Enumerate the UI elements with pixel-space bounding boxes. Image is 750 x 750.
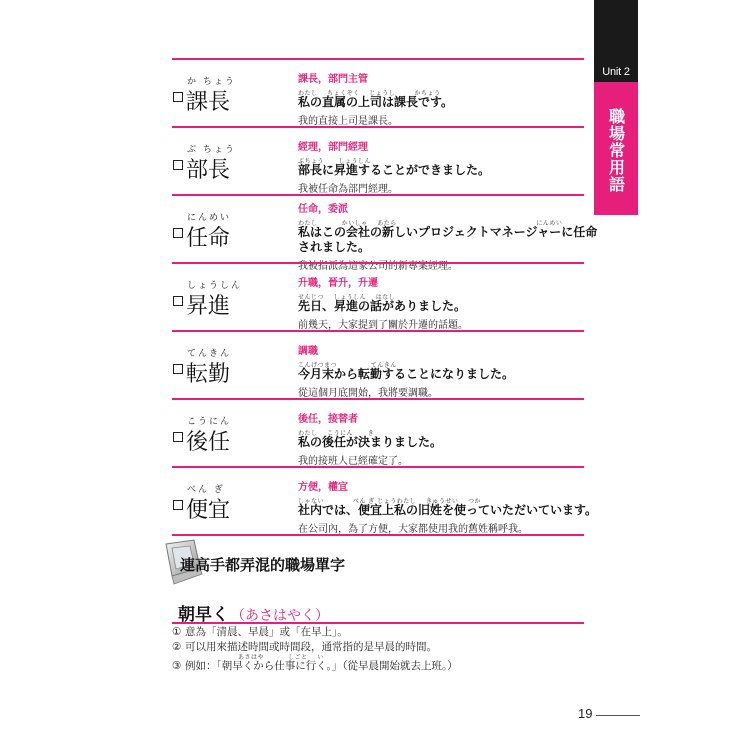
checkbox-icon[interactable] [173,92,183,102]
vocab-entry [172,398,584,466]
term-word: 部長 [186,158,231,183]
example-translation: 前幾天，大家提到了關於升遷的話題。 [298,320,468,331]
example-furigana: わたし こうにん き [298,430,375,437]
chapter-title-block [594,82,638,215]
example-sentence: 私の直属の上司は課長です。 [298,95,454,109]
entry-info [298,410,588,467]
checkbox-icon[interactable] [173,500,183,510]
vocab-explanation-list [172,624,592,673]
example-translation: 從這個月底開始，我將要調職。 [298,388,438,399]
term-reading: べん ぎ [187,485,225,495]
explanation-line [172,654,592,673]
entry-info [298,138,588,195]
example-translation: 我被指派為這家公司的新專案經理。 [298,261,458,272]
page-number-rule [596,715,640,716]
line-number: ② [172,641,182,653]
unit-label-block [594,0,638,82]
example-translation: 我被任命為部門經理。 [298,184,398,195]
checkbox-icon[interactable] [173,160,183,170]
explanation-line [172,624,592,639]
vocab-kana: （あさはやく） [231,608,329,624]
term-word: 後任 [186,430,231,455]
example-sentence: 部長に昇進することができました。 [298,163,491,177]
example-sentence-line1: 私はこの会社の新しいプロジェクトマネージャーに任命 [298,225,598,239]
chapter-side-tab [594,0,638,215]
example-furigana: こんげつまつ てんきん [298,362,397,369]
vocabulary-entry-list [172,58,598,536]
checkbox-icon[interactable] [173,228,183,238]
unit-label: Unit 2 [602,66,630,78]
line-text: 意為「清晨、早晨」或「在早上」。 [185,626,348,638]
term-reading: こうにん [187,417,232,427]
term-reading: しょうしん [187,281,243,291]
entry-info [298,274,588,331]
checkbox-icon[interactable] [173,364,183,374]
page-number: 19 [578,706,593,721]
term-word: 課長 [186,90,231,115]
example-sentence: 先日、昇進の話がありました。 [298,299,467,313]
example-furigana: あさはや しごと い [238,654,324,661]
vocab-entry [172,466,598,536]
chinese-meaning: 後任，接替者 [298,414,358,425]
explanation-line [172,639,592,654]
entry-info [298,342,588,399]
term-word: 転勤 [186,362,231,387]
banner-title: 連高手都弄混的職場單字 [180,556,346,574]
vocab-entry [172,58,584,126]
term-word: 昇進 [186,294,231,319]
checkbox-icon[interactable] [173,296,183,306]
example-sentence: 今月末から転勤することになりました。 [298,367,515,381]
example-furigana: ぶちょう しょうしん [298,158,371,165]
line-number: ③ [172,660,182,672]
example-furigana: せんじつ しょうしん はなし [298,294,396,301]
example-sentence-line2: されました。 [298,240,371,254]
chapter-title: 職場常用語 [606,108,626,193]
example-translation: 我的直接上司是課長。 [298,116,398,127]
line-number: ① [172,626,182,638]
chinese-meaning: 調職 [298,346,318,357]
vocab-entry [172,194,598,272]
term-word: 任命 [186,226,231,251]
term-reading: ぶ ちょう [187,145,236,155]
line-text: 可以用來描述時間或時間段，通常指的是早晨的時間。 [185,641,437,653]
example-translation: 我的接班人已經確定了。 [298,456,408,467]
chinese-meaning: 方便，權宜 [298,482,348,493]
vocab-entry [172,330,584,398]
chinese-meaning: 升職，晉升，升遷 [298,278,378,289]
chinese-meaning: 課長，部門主管 [298,74,368,85]
section-banner [160,538,400,594]
chinese-meaning: 任命，委派 [298,204,348,215]
term-reading: か ちょう [187,77,236,87]
example-furigana: わたし ちょくぞく じょうし かちょう [298,90,441,97]
example-sentence: 社内では、便宜上私の旧姓を使っていただいています。 [298,503,598,517]
vocab-entry [172,262,584,330]
term-word: 便宜 [186,498,231,523]
term-reading: にんめい [187,213,232,223]
term-reading: てんきん [187,349,232,359]
vocab-word: 朝早く [178,605,229,625]
example-furigana: わたし かいしゃ あたら にんめい [298,220,563,227]
entry-info [298,70,588,127]
line-text: 例如：「朝早くから仕事に行く。」（從早晨開始就去上班。） [185,660,458,672]
entry-info [298,478,598,535]
checkbox-icon[interactable] [173,432,183,442]
chinese-meaning: 經理，部門經理 [298,142,368,153]
vocab-entry [172,126,584,194]
example-sentence: 私の後任が決まりました。 [298,435,443,449]
example-translation: 在公司內，為了方便，大家都使用我的舊姓稱呼我。 [298,524,528,535]
example-furigana: しゃない べん ぎ じょうわたし きゅうせい つか [298,498,481,505]
